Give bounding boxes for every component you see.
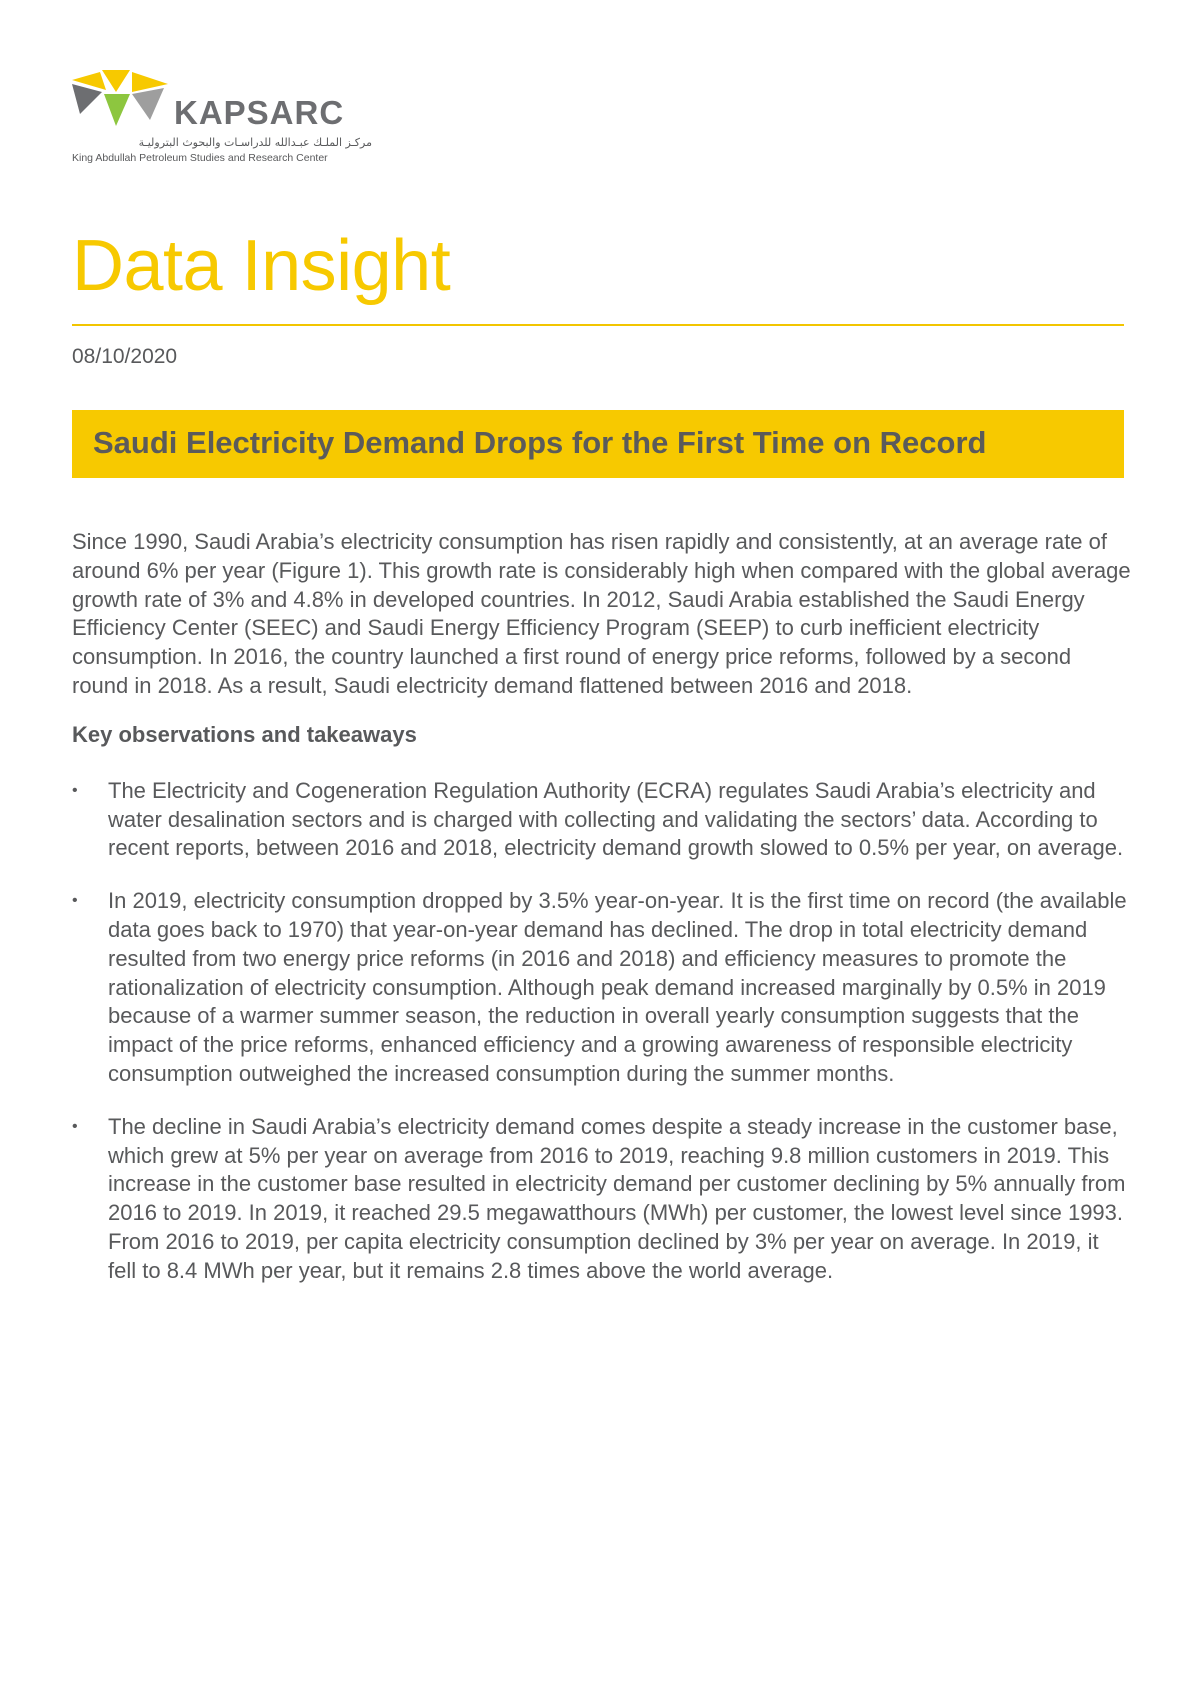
document-type-heading: Data Insight <box>72 226 451 306</box>
page-title: Saudi Electricity Demand Drops for the First Time on Record <box>93 425 987 460</box>
list-item <box>72 887 1132 1089</box>
list-item-text: In 2019, electricity consumption dropped by 3.5% year-on-year. It is the first time on record (the available data goes back to 1970) that year-on-year demand has declined. The drop in total electricity demand resulted from two energy price reforms (in 2016 and 2018) and efficiency measures to promote the rationalization of electricity consumption. Although peak demand increased marginally by 0.5% in 2019 because of a warmer summer season, the reduction in overall yearly consumption suggests that the impact of the price reforms, enhanced efficiency and a growing awareness of responsible electricity consumption outweighed the increased consumption during the summer months. <box>108 888 1127 1086</box>
center-name: King Abdullah Petroleum Studies and Research Center <box>72 152 328 164</box>
kapsarc-logo <box>72 70 372 170</box>
publication-date: 08/10/2020 <box>72 345 178 368</box>
intro-paragraph: Since 1990, Saudi Arabia’s electricity consumption has risen rapidly and consistently, at an average rate of around 6% per year (Figure 1). This growth rate is considerably high when compared with the global average growth rate of 3% and 4.8% in developed countries. In 2012, Saudi Arabia established the Saudi Energy Efficiency Center (SEEC) and Saudi Energy Efficiency Program (SEEP) to curb inefficient electricity consumption. In 2016, the country launched a first round of energy price reforms, followed by a second round in 2018. As a result, Saudi electricity demand flattened between 2016 and 2018. <box>72 529 1131 698</box>
bullet-icon: • <box>72 1117 78 1135</box>
bullet-icon: • <box>72 781 78 799</box>
list-item-text: The Electricity and Cogeneration Regulation Authority (ECRA) regulates Saudi Arabia’s electricity and water desalination sectors and is charged with collecting and validating the sectors’ data. According to recent reports, between 2016 and 2018, electricity demand growth slowed to 0.5% per year, on average. <box>108 777 1124 861</box>
heading-divider <box>72 324 1124 326</box>
list-item <box>72 1113 1132 1286</box>
list-item-text: The decline in Saudi Arabia’s electricity demand comes despite a steady increase in the customer base, which grew at 5% per year on average from 2016 to 2019, reaching 9.8 million customers in 2019. This increase in the customer base resulted in electricity demand per customer declining by 5% annually from 2016 to 2019. In 2019, it reached 29.5 megawatthours (MWh) per customer, the lowest level since 1993. From 2016 to 2019, per capita electricity consumption declined by 3% per year on average. In 2019, it fell to 8.4 MWh per year, but it remains 2.8 times above the world average. <box>108 1113 1126 1283</box>
observations-list <box>72 777 1132 1286</box>
key-observations-heading: Key observations and takeaways <box>72 721 417 747</box>
document-body <box>72 528 1132 1310</box>
kapsarc-logo-mark-icon <box>72 70 172 130</box>
list-item <box>72 777 1132 863</box>
brand-name: KAPSARC <box>174 94 345 131</box>
title-banner <box>72 410 1124 478</box>
bullet-icon: • <box>72 892 78 910</box>
arabic-center-name: مركـز الملـك عبـدالله للدراسـات والبحوث البتروليـة <box>138 136 372 149</box>
